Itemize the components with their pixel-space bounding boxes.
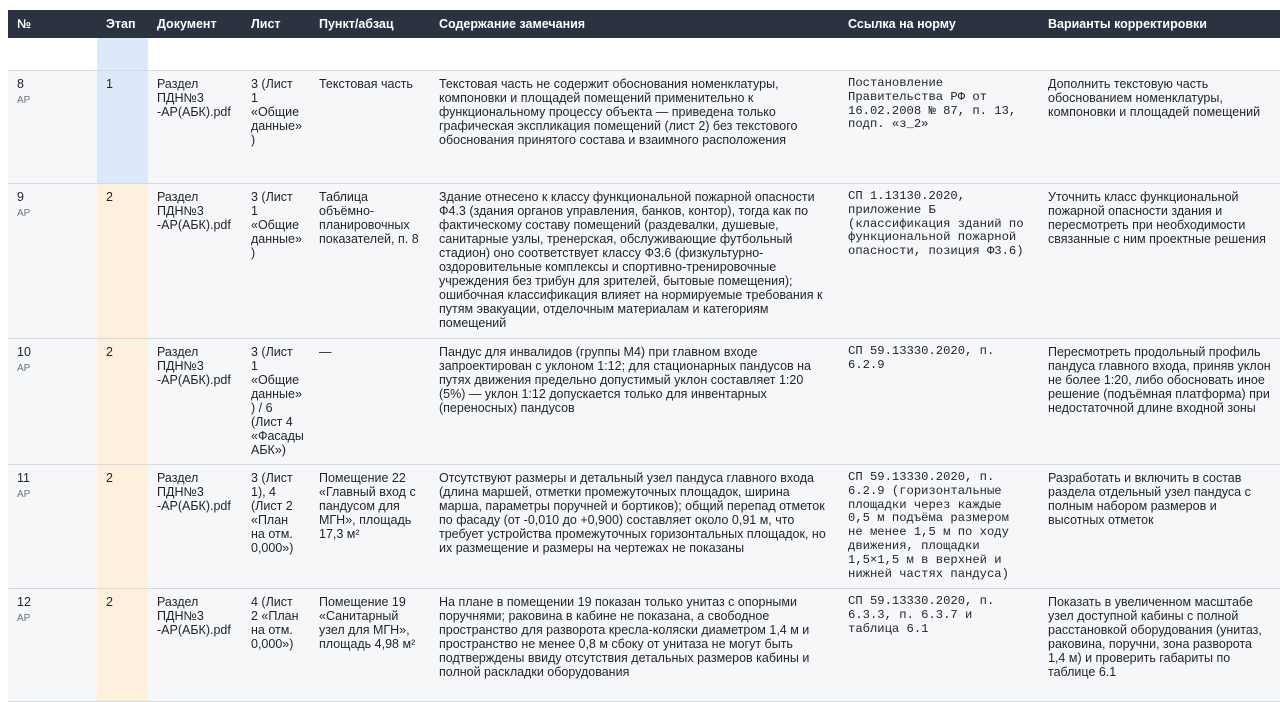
- row-stage: 2: [97, 184, 148, 338]
- row-document: Раздел ПДН№3 -АР(АБК).pdf: [157, 190, 231, 232]
- row-number: 12: [17, 595, 31, 609]
- row-content: Здание отнесено к классу функциональной пожарной опасности Ф4.3 (здания органов управления, банков, контор), тогда как по фактическому составу помещений (раздевалки, душевые, санитарные узлы, тренерская, обслуживающие футбольный стадион) оно соответствует классу Ф3.6 (физкультурно-оздоровительные комплексы и спортивно-тренировочные учреждения без трибун для зрителей, бытовые помещения); ошибочная классификация влияет на нормируемые требования к путям эвакуации, отделочным материалам и категориям помещений: [439, 190, 823, 330]
- row-correction: Дополнить текстовую часть обоснованием номенклатуры, компоновки и площадей помещений: [1048, 77, 1261, 119]
- row-reference: СП 1.13130.2020, приложение Б (классификация зданий по функциональной пожарной опасности, позиция Ф3.6): [848, 189, 1024, 259]
- row-point: Помещение 19 «Санитарный узел для МГН», площадь 4,98 м²: [319, 595, 416, 651]
- row-content: Пандус для инвалидов (группы М4) при главном входе запроектирован с уклоном 1:12; для стационарных пандусов на путях движения предельно допустимый уклон составляет 1:20 (5%) — уклон 1:12 допускается только для инвентарных (переносных) пандусов: [439, 345, 811, 415]
- row-stage: 1: [97, 71, 148, 183]
- row-sheet: 3 (Лист 1), 4 (Лист 2 «План на отм. 0,000»): [251, 471, 294, 555]
- row-reference: СП 59.13330.2020, п. 6.3.3, п. 6.3.7 и таблица 6.1: [848, 594, 995, 636]
- table-row-partial: [8, 38, 1280, 71]
- row-section: АР: [17, 489, 31, 500]
- row-number-cell: [8, 71, 97, 183]
- row-number: 9: [17, 190, 24, 204]
- row-correction: Показать в увеличенном масштабе узел доступной кабины с полной расстановкой оборудования (унитаз, раковина, поручни, зона разворота 1,4 м) и проверить габариты по таблице 6.1: [1048, 595, 1262, 679]
- row-sheet: 3 (Лист 1 «Общие данные» ): [251, 190, 302, 260]
- row-correction: Разработать и включить в состав раздела отдельный узел пандуса с полным набором размеров и высотных отметок: [1048, 471, 1251, 527]
- row-stage: 2: [97, 589, 148, 701]
- row-point: Помещение 22 «Главный вход с пандусом для МГН», площадь 17,3 м²: [319, 471, 416, 541]
- row-section: АР: [17, 208, 31, 219]
- row-content: На плане в помещении 19 показан только унитаз с опорными поручнями; раковина в кабине не показана, а свободное пространство для разворота кресла-коляски диаметром 1,4 м и пространство не менее 0,8 м сбоку от унитаза не могут быть подтверждены ввиду отсутствия детальных размеров кабины и полной раскладки оборудования: [439, 595, 810, 679]
- row-sheet: 3 (Лист 1 «Общие данные» ): [251, 77, 302, 147]
- row-number-cell: [8, 465, 97, 588]
- row-document: Раздел ПДН№3 -АР(АБК).pdf: [157, 471, 231, 513]
- row-point: —: [319, 345, 332, 359]
- row-sheet: 4 (Лист 2 «План на отм. 0,000»): [251, 595, 299, 651]
- row-number: 10: [17, 345, 31, 359]
- table-row[interactable]: [8, 71, 1280, 184]
- remarks-table: [8, 10, 1280, 702]
- row-sheet: 3 (Лист 1 «Общие данные» ) / 6 (Лист 4 «Фасады АБК»): [251, 345, 304, 457]
- header-content[interactable]: Содержание замечания: [439, 17, 586, 31]
- row-number: 8: [17, 77, 24, 91]
- row-point: Таблица объёмно-планировочных показателей, п. 8: [319, 190, 419, 246]
- row-correction: Пересмотреть продольный профиль пандуса главного входа, приняв уклон не более 1:20, либо обосновать иное решение (подъёмная платформа) при недостаточной длине входной зоны: [1048, 345, 1271, 415]
- row-number-cell: [8, 339, 97, 464]
- row-content: Отсутствуют размеры и детальный узел пандуса главного входа (длина маршей, отметки промежуточных площадок, ширина марша, параметры поручней и бортиков); общий перепад отметок по фасаду (от -0,010 до +0,900) составляет около 0,91 м, что требует устройства промежуточных горизонтальных площадок, но их размещение и размеры на чертежах не показаны: [439, 471, 826, 555]
- row-document: Раздел ПДН№3 -АР(АБК).pdf: [157, 77, 231, 119]
- row-section: АР: [17, 363, 31, 374]
- row-number-cell: [8, 184, 97, 338]
- header-no[interactable]: №: [17, 17, 31, 31]
- row-reference: СП 59.13330.2020, п. 6.2.9 (горизонтальные площадки через каждые 0,5 м подъёма размером не менее 1,5 м по ходу движения, площадки 1,5×1,5 м в верхней и нижней частях пандуса): [848, 470, 1009, 581]
- table-row[interactable]: [8, 339, 1280, 465]
- row-content: Текстовая часть не содержит обоснования номенклатуры, компоновки и площадей помещений применительно к функциональному процессу объекта — приведена только графическая экспликация помещений (лист 2) без текстового обоснования принятого состава и взаимного расположения: [439, 77, 798, 147]
- header-document[interactable]: Документ: [157, 17, 217, 31]
- header-point[interactable]: Пункт/абзац: [319, 17, 394, 31]
- row-number: 11: [17, 471, 30, 485]
- header-sheet[interactable]: Лист: [251, 17, 281, 31]
- row-number-cell: [8, 589, 97, 701]
- table-row[interactable]: [8, 589, 1280, 702]
- row-correction: Уточнить класс функциональной пожарной опасности здания и пересмотреть при необходимости связанные с ним проектные решения: [1048, 190, 1266, 246]
- header-reference[interactable]: Ссылка на норму: [848, 17, 956, 31]
- row-section: АР: [17, 613, 31, 624]
- row-reference: СП 59.13330.2020, п. 6.2.9: [848, 344, 995, 372]
- row-document: Раздел ПДН№3 -АР(АБК).pdf: [157, 345, 231, 387]
- table-row[interactable]: [8, 465, 1280, 589]
- row-point: Текстовая часть: [319, 77, 413, 91]
- row-document: Раздел ПДН№3 -АР(АБК).pdf: [157, 595, 231, 637]
- row-section: АР: [17, 95, 31, 106]
- row-reference: Постановление Правительства РФ от 16.02.2008 № 87, п. 13, подп. «з_2»: [848, 76, 1017, 132]
- header-stage[interactable]: Этап: [106, 17, 136, 31]
- header-correction[interactable]: Варианты корректировки: [1048, 17, 1207, 31]
- row-stage: 2: [97, 465, 148, 588]
- row-stage: 2: [97, 339, 148, 464]
- table-header: [8, 10, 1280, 38]
- table-row[interactable]: [8, 184, 1280, 339]
